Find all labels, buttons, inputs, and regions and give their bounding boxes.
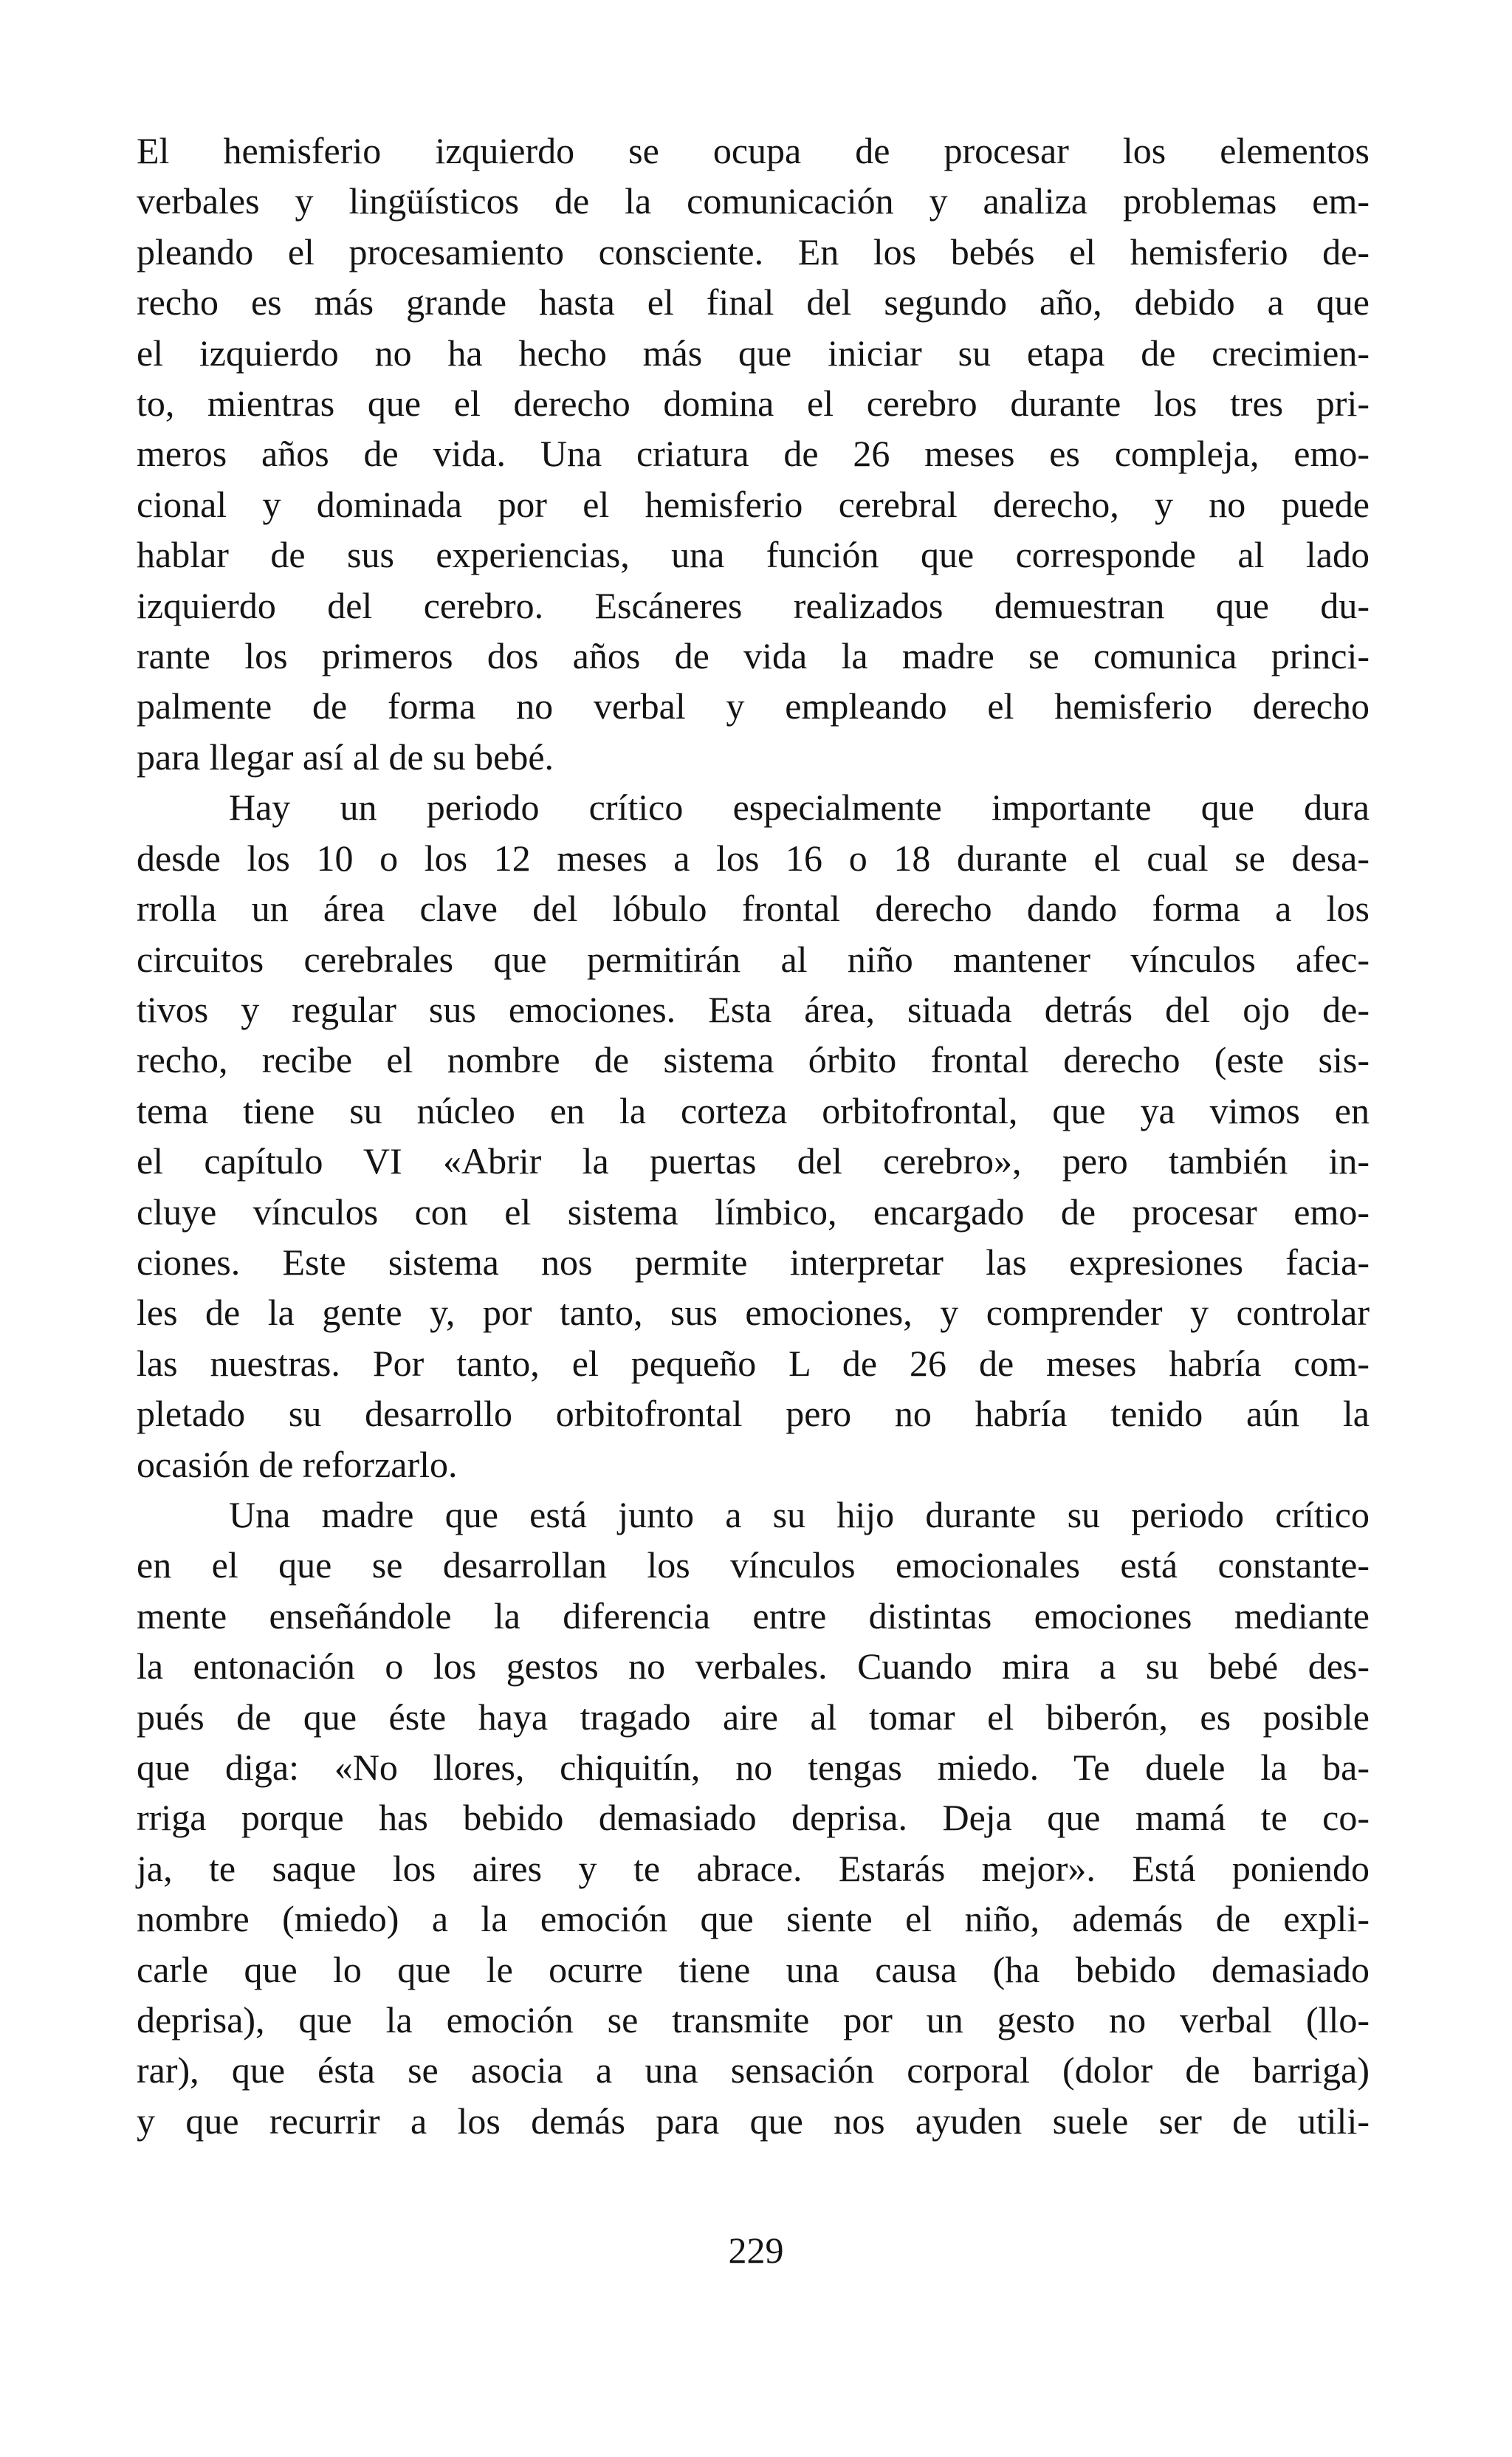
text-line: tema tiene su núcleo en la corteza orbitofrontal, que ya vimos en [137,1089,1370,1131]
text-line: que diga: «No llores, chiquitín, no tengas miedo. Te duele la ba- [137,1747,1370,1788]
text-line: meros años de vida. Una criatura de 26 meses es compleja, emo- [137,433,1370,475]
text-line: circuitos cerebrales que permitirán al niño mantener vínculos afec- [137,938,1370,980]
text-line: recho es más grande hasta el final del segundo año, debido a que [137,281,1370,323]
paragraph-2 [137,782,1370,1490]
text-line: cional y dominada por el hemisferio cerebral derecho, y no puede [137,483,1370,525]
text-line: el izquierdo no ha hecho más que iniciar su etapa de crecimien- [137,332,1370,374]
text-line: y que recurrir a los demás para que nos ayuden suele ser de utili- [137,2100,1370,2142]
text-line: carle que lo que le ocurre tiene una causa (ha bebido demasiado [137,1948,1370,1990]
text-line: ja, te saque los aires y te abrace. Estarás mejor». Está poniendo [137,1847,1370,1889]
text-line: palmente de forma no verbal y empleando el hemisferio derecho [137,685,1370,727]
text-line: les de la gente y, por tanto, sus emociones, y comprender y controlar [137,1292,1370,1334]
text-line: rriga porque has bebido demasiado deprisa. Deja que mamá te co- [137,1797,1370,1839]
text-line: El hemisferio izquierdo se ocupa de procesar los elementos [137,130,1370,171]
text-line: recho, recibe el nombre de sistema órbito frontal derecho (este sis- [137,1039,1370,1081]
text-line: nombre (miedo) a la emoción que siente el niño, además de expli- [137,1898,1370,1940]
paragraph-3 [137,1490,1370,2146]
text-line: rante los primeros dos años de vida la madre se comunica princi- [137,635,1370,677]
text-line: las nuestras. Por tanto, el pequeño L de 26 de meses habría com- [137,1342,1370,1384]
text-line: ciones. Este sistema nos permite interpretar las expresiones facia- [137,1241,1370,1283]
text-line: Una madre que está junto a su hijo durante su periodo crítico [229,1493,1370,1535]
text-line: izquierdo del cerebro. Escáneres realizados demuestran que du- [137,584,1370,626]
text-line: hablar de sus experiencias, una función que corresponde al lado [137,534,1370,576]
text-line: para llegar así al de su bebé. [137,736,554,778]
text-line: pletado su desarrollo orbitofrontal pero no habría tenido aún la [137,1393,1370,1435]
text-line: rrolla un área clave del lóbulo frontal derecho dando forma a los [137,888,1370,930]
text-line: verbales y lingüísticos de la comunicación y analiza problemas em- [137,180,1370,222]
text-line: to, mientras que el derecho domina el cerebro durante los tres pri- [137,383,1370,425]
text-line: ocasión de reforzarlo. [137,1443,458,1485]
body-text [137,126,1370,2146]
text-line: pleando el procesamiento consciente. En los bebés el hemisferio de- [137,230,1370,273]
text-line: Hay un periodo crítico especialmente importante que dura [229,787,1370,829]
text-line: rar), que ésta se asocia a una sensación corporal (dolor de barriga) [137,2049,1370,2091]
text-line: la entonación o los gestos no verbales. Cuando mira a su bebé des- [137,1645,1370,1687]
paragraph-1 [137,126,1370,782]
text-line: tivos y regular sus emociones. Esta área, situada detrás del ojo de- [137,988,1370,1030]
page-number: 229 [728,2230,784,2271]
text-line: deprisa), que la emoción se transmite por un gesto no verbal (llo- [137,1999,1370,2041]
text-line: desde los 10 o los 12 meses a los 16 o 18 durante el cual se desa- [137,837,1370,879]
text-line: cluye vínculos con el sistema límbico, encargado de procesar emo- [137,1190,1370,1233]
text-line: mente enseñándole la diferencia entre distintas emociones mediante [137,1594,1370,1637]
text-line: el capítulo VI «Abrir la puertas del cerebro», pero también in- [137,1140,1370,1182]
text-line: en el que se desarrollan los vínculos emocionales está constante- [137,1544,1370,1586]
text-line: pués de que éste haya tragado aire al tomar el biberón, es posible [137,1696,1370,1738]
